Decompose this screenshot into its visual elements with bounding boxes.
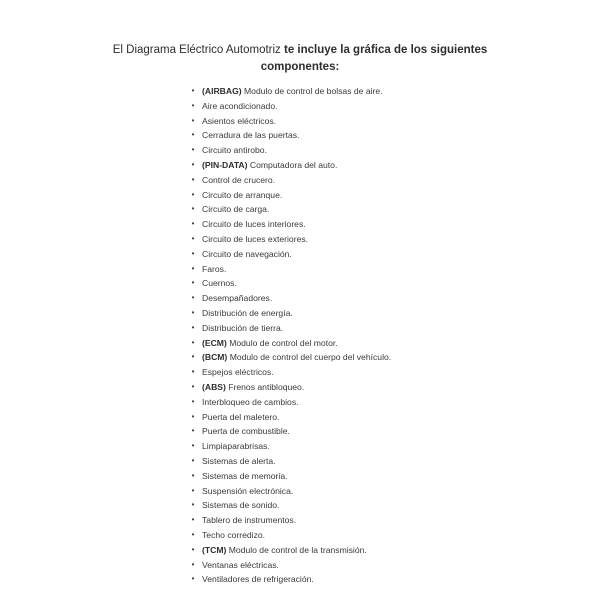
bullet-icon: • xyxy=(191,100,195,110)
list-item xyxy=(189,114,391,129)
bullet-icon: • xyxy=(191,337,195,347)
bullet-icon: • xyxy=(191,219,195,229)
bullet-icon: • xyxy=(191,115,195,125)
component-label: Control de crucero. xyxy=(202,174,276,185)
component-label: Circuito de navegación. xyxy=(202,248,292,259)
component-code: (BCM) xyxy=(202,352,228,363)
list-item xyxy=(189,128,391,143)
list-item xyxy=(189,336,391,351)
list-item xyxy=(189,247,391,262)
component-label: Puerta del maletero. xyxy=(202,411,280,422)
list-item xyxy=(189,99,391,114)
list-item xyxy=(189,469,391,484)
list-item xyxy=(189,84,391,99)
bullet-icon: • xyxy=(191,86,195,95)
bullet-icon: • xyxy=(191,233,195,243)
bullet-icon: • xyxy=(191,485,195,495)
list-item xyxy=(189,202,391,217)
bullet-icon: • xyxy=(191,544,195,554)
bullet-icon: • xyxy=(191,130,195,140)
list-item xyxy=(189,262,391,277)
component-label: Distribución de tierra. xyxy=(202,322,284,333)
bullet-icon: • xyxy=(191,441,195,451)
component-label: Cerradura de las puertas. xyxy=(202,130,300,141)
component-label: Ventiladores de refrigeración. xyxy=(202,574,314,585)
component-label: Circuito antirobo. xyxy=(202,145,267,156)
list-item xyxy=(189,439,391,454)
list-item xyxy=(189,558,391,573)
list-item xyxy=(189,232,391,247)
list-item xyxy=(189,188,391,203)
bullet-icon: • xyxy=(191,455,195,465)
component-code: (ECM) xyxy=(202,337,227,348)
list-item xyxy=(189,350,391,365)
list-item xyxy=(189,498,391,513)
component-label: Sistemas de sonido. xyxy=(202,500,280,511)
bullet-icon: • xyxy=(191,515,195,525)
page-heading xyxy=(0,42,600,76)
bullet-icon: • xyxy=(191,367,195,377)
component-label: Faros. xyxy=(202,263,227,274)
bullet-icon: • xyxy=(191,426,195,436)
component-label: Suspensión electrónica. xyxy=(202,485,294,496)
component-label: Sistemas de alerta. xyxy=(202,455,276,466)
component-label: Interbloqueo de cambios. xyxy=(202,396,299,407)
list-item xyxy=(189,321,391,336)
list-item xyxy=(189,410,391,425)
bullet-icon: • xyxy=(191,248,195,258)
list-item xyxy=(189,306,391,321)
bullet-icon: • xyxy=(191,574,195,584)
component-label: Sistemas de memoria. xyxy=(202,470,288,481)
heading-intro: El Diagrama Eléctrico Automotriz xyxy=(112,44,281,56)
bullet-icon: • xyxy=(191,293,195,303)
list-item xyxy=(189,143,391,158)
bullet-icon: • xyxy=(191,470,195,480)
list-item xyxy=(189,276,391,291)
bullet-icon: • xyxy=(191,529,195,539)
component-label: Circuito de luces interiores. xyxy=(202,219,306,230)
bullet-icon: • xyxy=(191,411,195,421)
list-item xyxy=(189,158,391,173)
component-label: Ventanas eléctricas. xyxy=(202,559,279,570)
component-label: Modulo de control de la transmisión. xyxy=(228,544,367,555)
bullet-icon: • xyxy=(191,322,195,332)
component-label: Frenos antibloqueo. xyxy=(228,381,305,392)
heading-strong-line-1: te incluye la gráfica de los siguientes xyxy=(284,44,488,56)
component-code: (TCM) xyxy=(202,544,227,555)
component-label: Distribución de energía. xyxy=(202,307,293,318)
component-code: (AIRBAG) xyxy=(202,86,242,96)
bullet-icon: • xyxy=(191,396,195,406)
list-item xyxy=(189,395,391,410)
list-item xyxy=(189,572,391,587)
component-label: Limpiaparabrisas. xyxy=(202,441,270,452)
component-code: (ABS) xyxy=(202,381,226,392)
list-item xyxy=(189,424,391,439)
component-label: Circuito de arranque. xyxy=(202,189,283,200)
list-item xyxy=(189,173,391,188)
bullet-icon: • xyxy=(191,204,195,214)
bullet-icon: • xyxy=(191,174,195,184)
component-label: Asientos eléctricos. xyxy=(202,115,277,126)
component-label: Modulo de control del motor. xyxy=(229,337,338,348)
bullet-icon: • xyxy=(191,500,195,510)
list-item xyxy=(189,484,391,499)
bullet-icon: • xyxy=(191,307,195,317)
list-item xyxy=(189,291,391,306)
list-item xyxy=(189,543,391,558)
component-label: Circuito de carga. xyxy=(202,204,270,215)
bullet-icon: • xyxy=(191,189,195,199)
list-item xyxy=(189,365,391,380)
component-label: Modulo de control del cuerpo del vehículo. xyxy=(229,352,392,363)
list-item xyxy=(189,454,391,469)
list-item xyxy=(189,513,391,528)
bullet-icon: • xyxy=(191,278,195,288)
bullet-icon: • xyxy=(191,159,195,169)
component-label: Computadora del auto. xyxy=(249,159,338,170)
component-label: Circuito de luces exteriores. xyxy=(202,233,309,244)
component-code: (PIN-DATA) xyxy=(202,159,248,170)
component-label: Tablero de instrumentos. xyxy=(202,515,297,526)
component-label: Espejos eléctricos. xyxy=(202,367,274,378)
component-list xyxy=(189,84,391,587)
bullet-icon: • xyxy=(191,559,195,569)
bullet-icon: • xyxy=(191,263,195,273)
component-label: Techo corredizo. xyxy=(202,529,266,540)
bullet-icon: • xyxy=(191,352,195,362)
component-label: Cuernos. xyxy=(202,278,237,289)
component-label: Desempañadores. xyxy=(202,293,273,304)
list-item xyxy=(189,380,391,395)
component-label: Modulo de control de bolsas de aire. xyxy=(244,86,383,96)
component-label: Aire acondicionado. xyxy=(202,100,278,111)
list-item xyxy=(189,528,391,543)
component-label: Puerta de combustible. xyxy=(202,426,290,437)
heading-strong-line-2: componentes: xyxy=(260,61,340,73)
bullet-icon: • xyxy=(191,381,195,391)
list-item xyxy=(189,217,391,232)
bullet-icon: • xyxy=(191,145,195,155)
heading-line-1 xyxy=(0,42,600,59)
